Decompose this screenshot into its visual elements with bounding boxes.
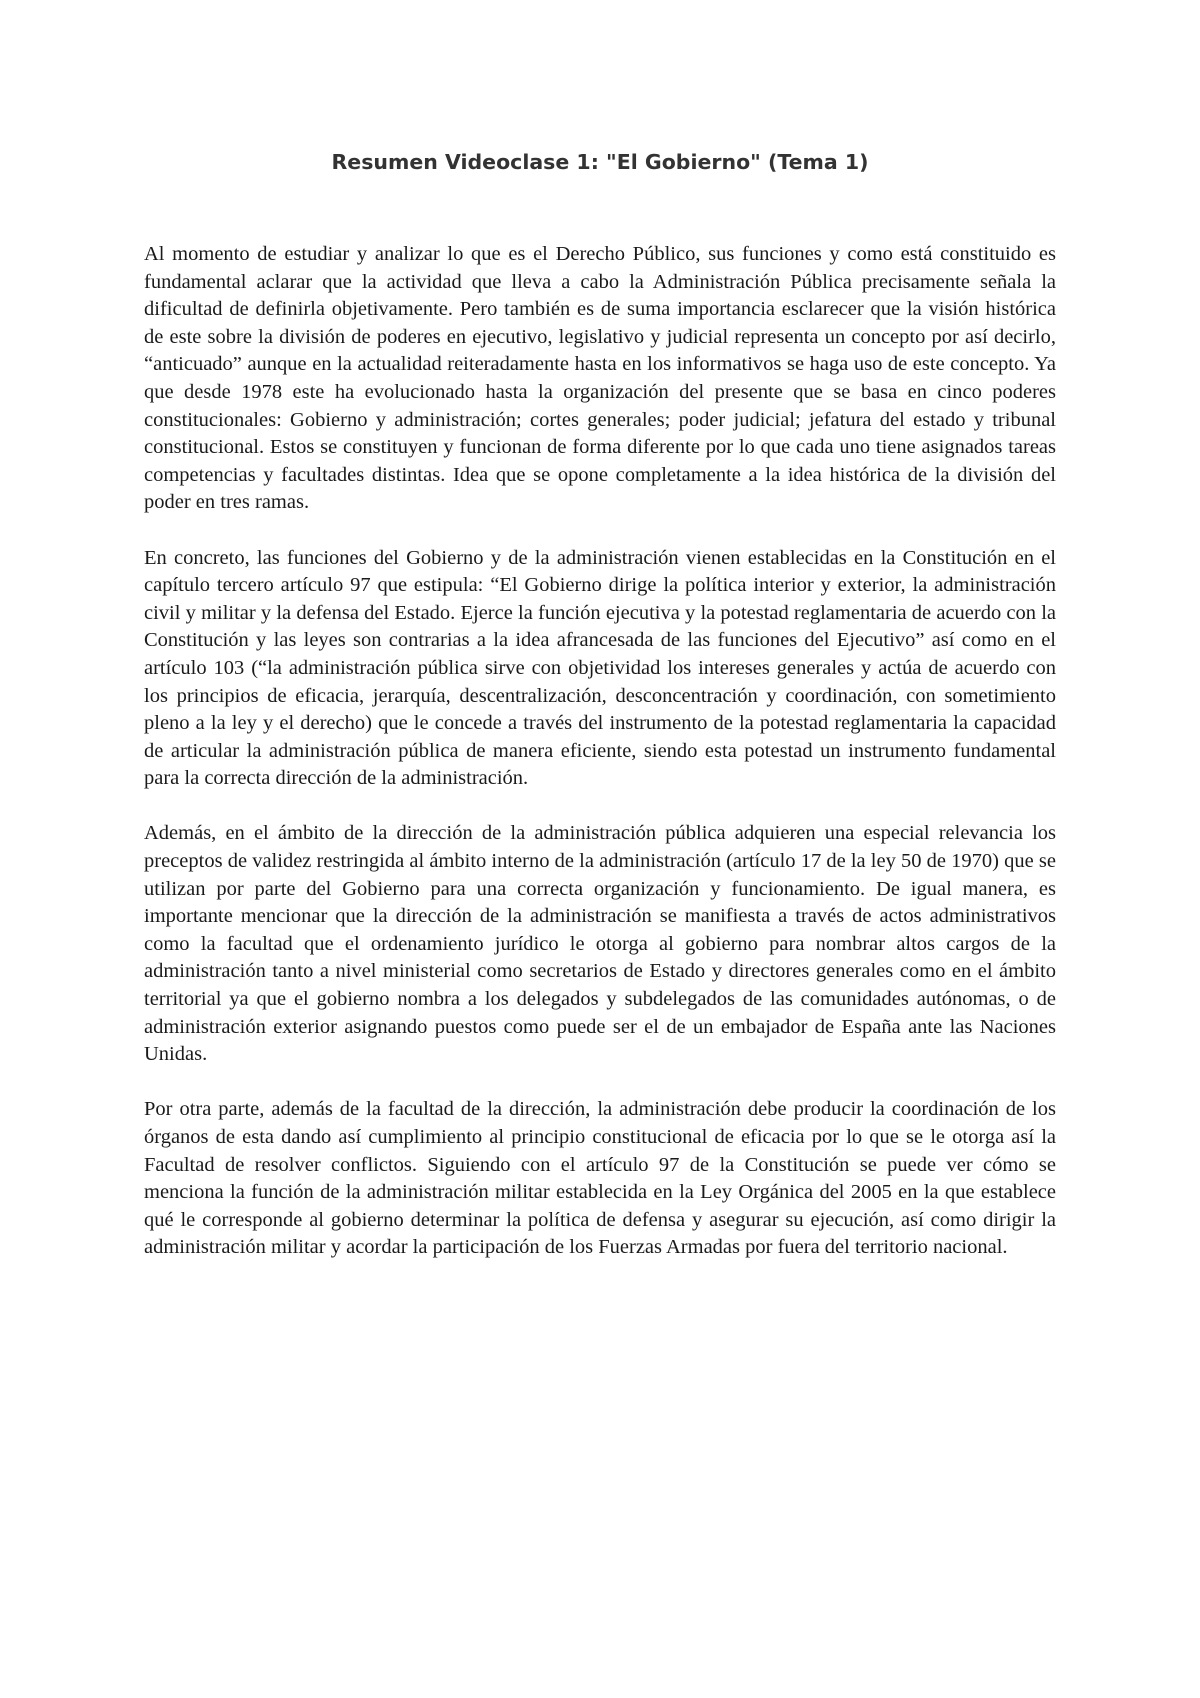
document-title: Resumen Videoclase 1: "El Gobierno" (Tema 1) bbox=[331, 150, 869, 174]
paragraph-4: Por otra parte, además de la facultad de la dirección, la administración debe producir la coordinación de los órganos de esta dando así cumplimiento al principio constitucional de eficacia por lo que se le otorga así la Facultad de resolver conflictos. Siguiendo con el artículo 97 de la Constitución se puede ver cómo se menciona la función de la administración militar establecida en la Ley Orgánica del 2005 en la que establece qué le corresponde al gobierno determinar la política de defensa y asegurar su ejecución, así como dirigir la administración militar y acordar la participación de los Fuerzas Armadas por fuera del territorio nacional. bbox=[144, 1098, 1056, 1259]
paragraph-1: Al momento de estudiar y analizar lo que es el Derecho Público, sus funciones y como está constituido es fundamental aclarar que la actividad que lleva a cabo la Administración Pública precisamente señala la dificultad de definirla objetivamente. Pero también es de suma importancia esclarecer que la visión histórica de este sobre la división de poderes en ejecutivo, legislativo y judicial representa un concepto por así decirlo, “anticuado” aunque en la actualidad reiteradamente hasta en los informativos se haga uso de este concepto. Ya que desde 1978 este ha evolucionado hasta la organización del presente que se basa en cinco poderes constitucionales: Gobierno y administración; cortes generales; poder judicial; jefatura del estado y tribunal constitucional. Estos se constituyen y funcionan de forma diferente por lo que cada uno tiene asignados tareas competencias y facultades distintas. Idea que se opone completamente a la idea histórica de la división del poder en tres ramas. bbox=[144, 243, 1056, 514]
document-body bbox=[144, 241, 1056, 1290]
paragraph-2: En concreto, las funciones del Gobierno y de la administración vienen establecidas en la Constitución en el capítulo tercero artículo 97 que estipula: “El Gobierno dirige la política interior y exterior, la administración civil y militar y la defensa del Estado. Ejerce la función ejecutiva y la potestad reglamentaria de acuerdo con la Constitución y las leyes son contrarias a la idea afrancesada de las funciones del Ejecutivo” así como en el artículo 103 (“la administración pública sirve con objetividad los intereses generales y actúa de acuerdo con los principios de eficacia, jerarquía, descentralización, desconcentración y coordinación, con sometimiento pleno a la ley y el derecho) que le concede a través del instrumento de la potestad reglamentaria la capacidad de articular la administración pública de manera eficiente, siendo esta potestad un instrumento fundamental para la correcta dirección de la administración. bbox=[144, 546, 1056, 790]
paragraph-3: Además, en el ámbito de la dirección de la administración pública adquieren una especial relevancia los preceptos de validez restringida al ámbito interno de la administración (artículo 17 de la ley 50 de 1970) que se utilizan por parte del Gobierno para una correcta organización y funcionamiento. De igual manera, es importante mencionar que la dirección de la administración se manifiesta a través de actos administrativos como la facultad que el ordenamiento jurídico le otorga al gobierno para nombrar altos cargos de la administración tanto a nivel ministerial como secretarios de Estado y directores generales como en el ámbito territorial ya que el gobierno nombra a los delegados y subdelegados de las comunidades autónomas, o de administración exterior asignando puestos como puede ser el de un embajador de España ante las Naciones Unidas. bbox=[144, 822, 1056, 1066]
